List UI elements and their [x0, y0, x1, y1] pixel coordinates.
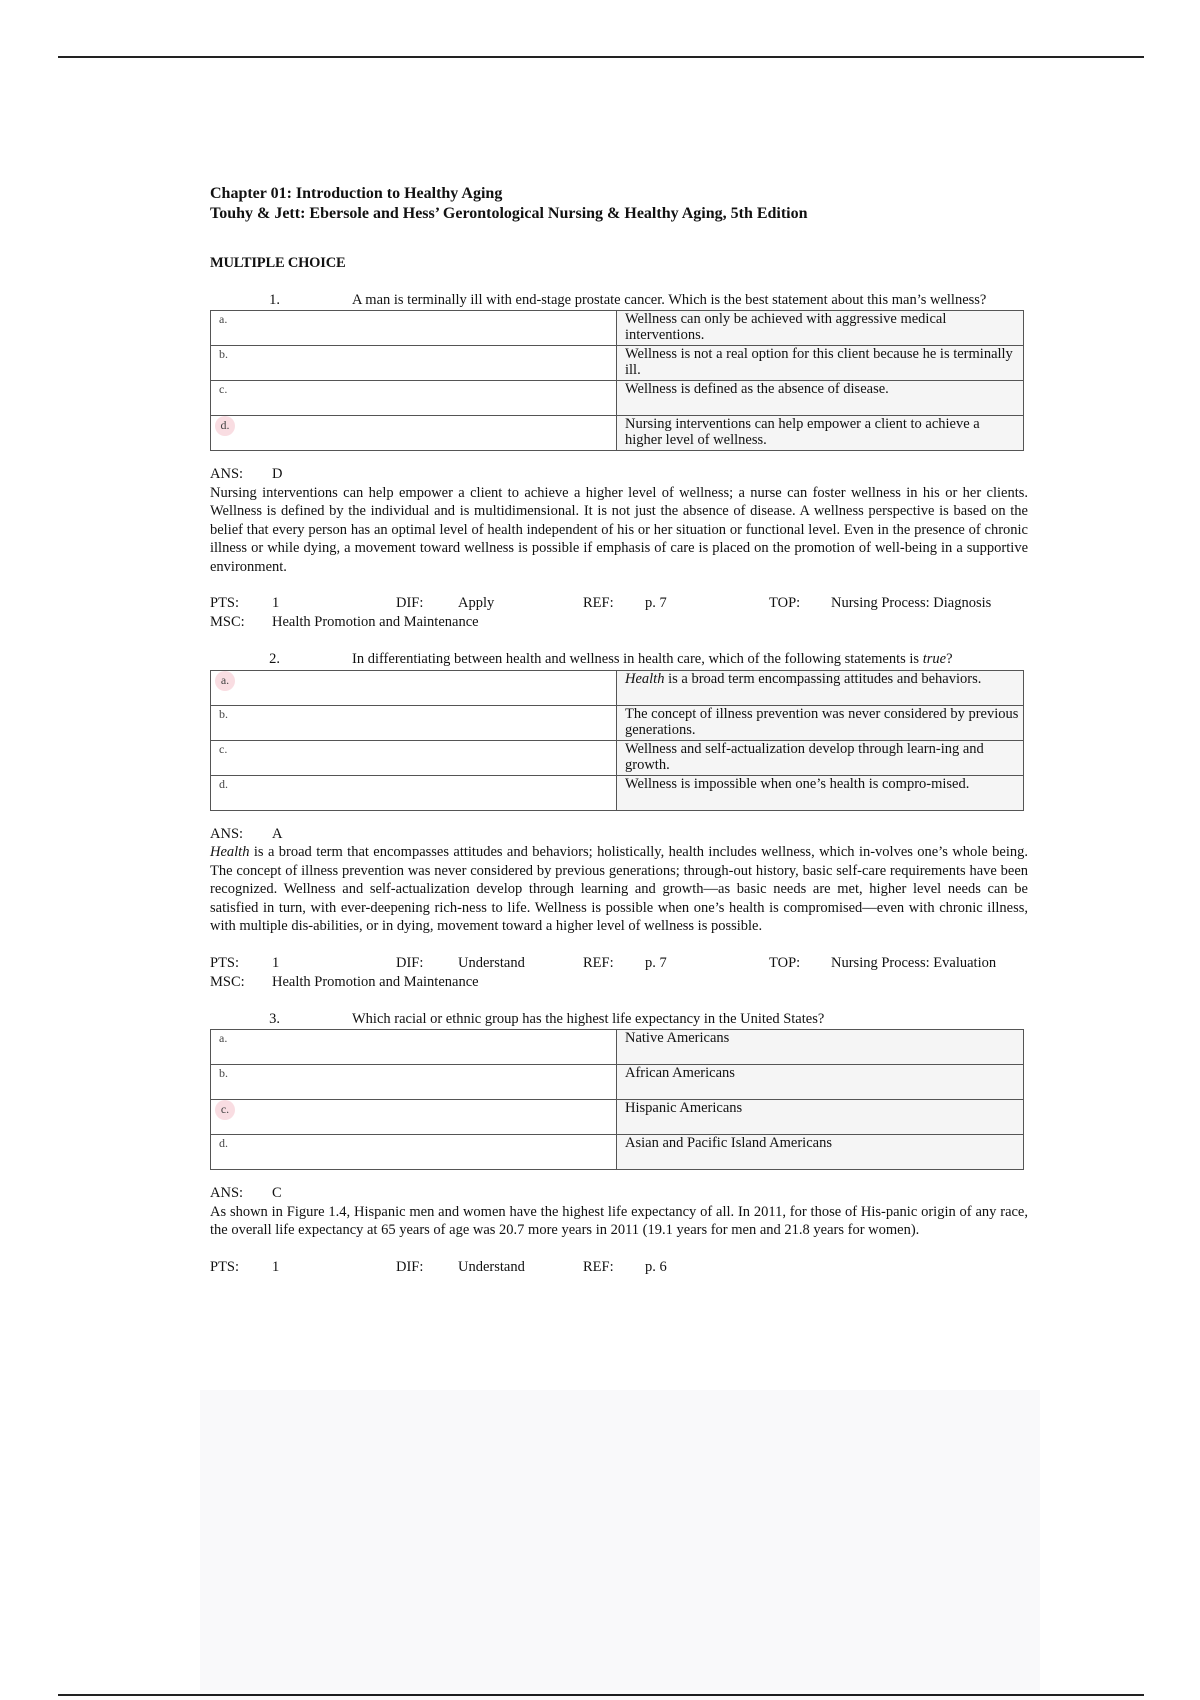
option-row[interactable]	[211, 775, 1024, 810]
options-table	[210, 670, 1024, 811]
question-3	[210, 1010, 1028, 1277]
bottom-rule	[58, 1694, 1144, 1696]
option-text: Wellness and self-actualization develop through learn-ing and growth.	[617, 740, 1024, 775]
option-letter: b.	[211, 346, 617, 381]
option-text: Native Americans	[617, 1030, 1024, 1065]
option-row[interactable]	[211, 705, 1024, 740]
answer-highlight-mark: a.	[215, 671, 235, 691]
answer-line: ANS: A	[210, 825, 283, 842]
option-letter: c.	[211, 740, 617, 775]
section-heading: MULTIPLE CHOICE	[210, 255, 346, 271]
answer-line: ANS: C	[210, 1185, 282, 1201]
option-letter: c.	[211, 381, 617, 416]
option-row[interactable]	[211, 740, 1024, 775]
question-number: 3.	[269, 1010, 280, 1027]
option-row[interactable]	[211, 1030, 1024, 1065]
option-letter: d.	[211, 1135, 617, 1170]
option-letter: a.	[211, 1030, 617, 1065]
option-text: Nursing interventions can help empower a client to achieve a higher level of wellness.	[617, 416, 1024, 451]
answer-value: D	[272, 466, 283, 482]
option-text: Asian and Pacific Island Americans	[617, 1135, 1024, 1170]
question-number: 1.	[269, 291, 280, 308]
option-row[interactable]	[211, 346, 1024, 381]
option-letter	[211, 1100, 617, 1135]
option-row[interactable]	[211, 1135, 1024, 1170]
answer-value: A	[272, 825, 283, 842]
option-text: Hispanic Americans	[617, 1100, 1024, 1135]
question-1	[210, 291, 1028, 633]
option-letter: b.	[211, 1065, 617, 1100]
option-row[interactable]	[211, 381, 1024, 416]
chapter-title: Chapter 01: Introduction to Healthy Aging	[210, 185, 503, 202]
option-text: Health is a broad term encompassing attitudes and behaviors.	[617, 670, 1024, 705]
answer-highlight-mark: d.	[215, 416, 235, 436]
question-stem: 1. A man is terminally ill with end-stage prostate cancer. Which is the best statement about this man’s wellness?	[210, 291, 1028, 310]
question-stem: 3. Which racial or ethnic group has the highest life expectancy in the United States?	[210, 1010, 1028, 1029]
answer-line: ANS: D	[210, 466, 283, 482]
option-row[interactable]	[211, 311, 1024, 346]
rationale-text: As shown in Figure 1.4, Hispanic men and women have the highest life expectancy of all. In 2011, for those of His-panic origin of any race, the overall life expectancy at 65 years of age was 20.7 more years in 2011 (19.1 years for men and 21.8 years for women).	[210, 1203, 1028, 1238]
option-text: Wellness is defined as the absence of disease.	[617, 381, 1024, 416]
option-row-selected[interactable]	[211, 670, 1024, 705]
document-page	[210, 184, 1028, 1277]
answer-highlight-mark: c.	[215, 1100, 235, 1120]
question-metadata: PTS: 1 DIF: Understand REF: p. 6	[210, 1258, 667, 1275]
option-row-selected[interactable]	[211, 1100, 1024, 1135]
option-letter: d.	[211, 775, 617, 810]
question-number: 2.	[269, 651, 280, 667]
question-metadata: PTS: 1 DIF: Apply REF: p. 7 TOP: Nursing Process: Diagnosis MSC: Health Promotion and Maintenance	[210, 595, 992, 630]
answer-value: C	[272, 1185, 282, 1201]
option-letter: a.	[211, 311, 617, 346]
option-text: Wellness is not a real option for this client because he is terminally ill.	[617, 346, 1024, 381]
option-text: Wellness is impossible when one’s health is compro-mised.	[617, 775, 1024, 810]
option-text: African Americans	[617, 1065, 1024, 1100]
question-2	[210, 650, 1028, 992]
option-letter	[211, 670, 617, 705]
top-rule	[58, 56, 1144, 58]
options-table	[210, 1029, 1024, 1170]
option-letter: b.	[211, 705, 617, 740]
question-stem: 2. In differentiating between health and wellness in health care, which of the following statements is true?	[210, 650, 1028, 669]
options-table	[210, 310, 1024, 451]
question-metadata: PTS: 1 DIF: Understand REF: p. 7 TOP: Nursing Process: Evaluation MSC: Health Promotion and Maintenance	[210, 954, 997, 990]
rationale-text: Nursing interventions can help empower a client to achieve a higher level of wellness; a nurse can foster wellness in his or her clients. Wellness is defined by the individual and is multidimensional. It is not just the absence of disease. A wellness perspective is based on the belief that every person has an optimal level of health independent of his or her situation or functional level. Even in the presence of chronic illness or while dying, a movement toward wellness is possible if emphasis of care is placed on the promotion of well-being in a supportive environment.	[210, 484, 1028, 575]
book-title: Touhy & Jett: Ebersole and Hess’ Gerontological Nursing & Healthy Aging, 5th Edition	[210, 205, 808, 222]
page-shade	[200, 1390, 1040, 1690]
option-text: The concept of illness prevention was never considered by previous generations.	[617, 705, 1024, 740]
option-row[interactable]	[211, 1065, 1024, 1100]
rationale-text: Health is a broad term that encompasses attitudes and behaviors; holistically, health includes wellness, which in-volves one’s whole being. The concept of illness prevention was never considered by previous generations; through-out history, basic self-care requirements have been recognized. Wellness and self-actualization develop through learning and growth—as basic needs are met, higher level needs can be satisfied in turn, with ever-deepening rich-ness to life. Wellness is possible when one’s health is compromised—even with chronic illness, with multiple dis-abilities, or in dying, movement toward a higher level of wellness is possible.	[210, 844, 1028, 934]
option-text: Wellness can only be achieved with aggressive medical interventions.	[617, 311, 1024, 346]
option-row-selected[interactable]	[211, 416, 1024, 451]
option-letter	[211, 416, 617, 451]
